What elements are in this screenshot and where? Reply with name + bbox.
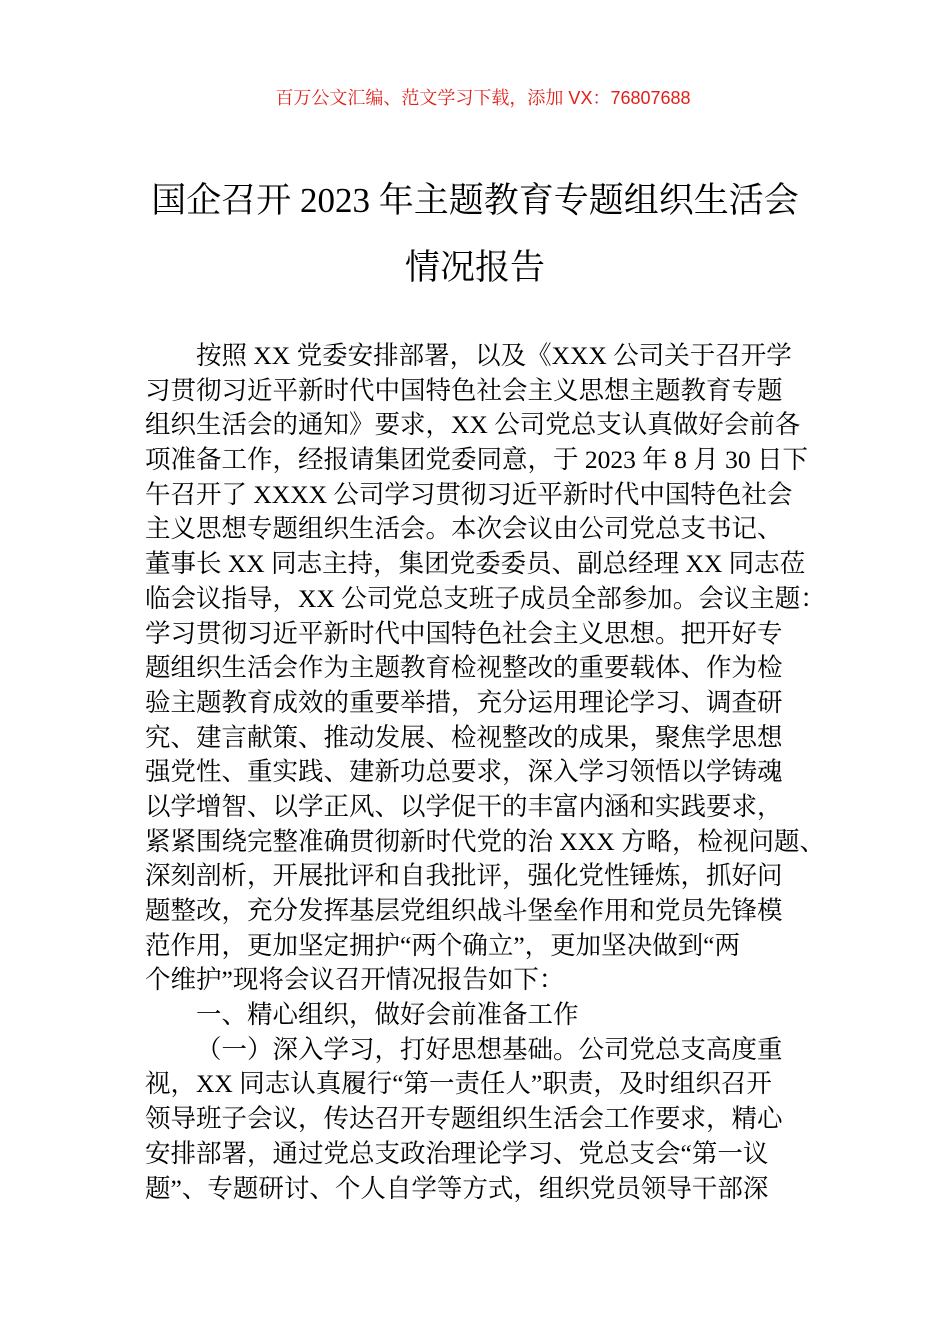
section-heading: 一、精心组织，做好会前准备工作	[196, 1000, 579, 1030]
body-text-line: 临会议指导，XX 公司党总支班子成员全部参加。会议主题：	[145, 583, 826, 613]
body-text-line: 究、建言献策、推动发展、检视整改的成果，聚焦学思想	[145, 722, 783, 752]
body-text-line: 深刻剖析，开展批评和自我批评，强化党性锤炼，抓好问	[145, 861, 783, 891]
body-text-line: 按照 XX 党委安排部署，以及《XXX 公司关于召开学	[196, 341, 792, 370]
body-text-line: 项准备工作，经报请集团党委同意，于 2023 年 8 月 30 日下	[145, 445, 809, 475]
body-text-line: 以学增智、以学正风、以学促干的丰富内涵和实践要求，	[145, 791, 783, 821]
body-text-line: 领导班子会议，传达召开专题组织生活会工作要求，精心	[145, 1104, 783, 1134]
document-title-line-1: 国企召开 2023 年主题教育专题组织生活会	[151, 181, 799, 220]
body-text-line: 董事长 XX 同志主持，集团党委委员、副总经理 XX 同志莅	[145, 549, 806, 579]
body-text-line: （一）深入学习，打好思想基础。公司党总支高度重	[196, 1034, 783, 1064]
body-text-line: 午召开了 XXXX 公司学习贯彻习近平新时代中国特色社会	[145, 479, 793, 509]
body-text-line: 范作用，更加坚定拥护“两个确立”，更加坚决做到“两	[145, 930, 740, 960]
body-text-line: 强党性、重实践、建新功总要求，深入学习领悟以学铸魂	[145, 757, 783, 787]
body-text-line: 习贯彻习近平新时代中国特色社会主义思想主题教育专题	[145, 375, 783, 405]
document-title-line-2: 情况报告	[404, 248, 545, 287]
document-body	[145, 339, 845, 1206]
body-text-line: 题整改，充分发挥基层党组织战斗堡垒作用和党员先锋模	[145, 896, 783, 925]
body-text-line: 主义思想专题组织生活会。本次会议由公司党总支书记、	[145, 514, 783, 544]
watermark-header: 百万公文汇编、范文学习下载，添加 VX：76807688	[275, 88, 691, 108]
body-text-line: 学习贯彻习近平新时代中国特色社会主义思想。把开好专	[145, 618, 783, 648]
body-text-line: 题组织生活会作为主题教育检视整改的重要载体、作为检	[145, 653, 783, 683]
body-text-line: 紧紧围绕完整准确贯彻新时代党的治 XXX 方略，检视问题、	[145, 826, 825, 856]
body-text-line: 组织生活会的通知》要求，XX 公司党总支认真做好会前各	[145, 410, 801, 440]
body-text-line: 个维护”现将会议召开情况报告如下：	[145, 965, 565, 995]
body-text-line: 验主题教育成效的重要举措，充分运用理论学习、调查研	[145, 687, 783, 717]
body-text-line: 视，XX 同志认真履行“第一责任人”职责，及时组织召开	[145, 1069, 772, 1099]
body-text-line: 安排部署，通过党总支政治理论学习、党总支会“第一议	[145, 1138, 769, 1168]
body-text-line: 题”、专题研讨、个人自学等方式，组织党员领导干部深	[145, 1173, 769, 1203]
